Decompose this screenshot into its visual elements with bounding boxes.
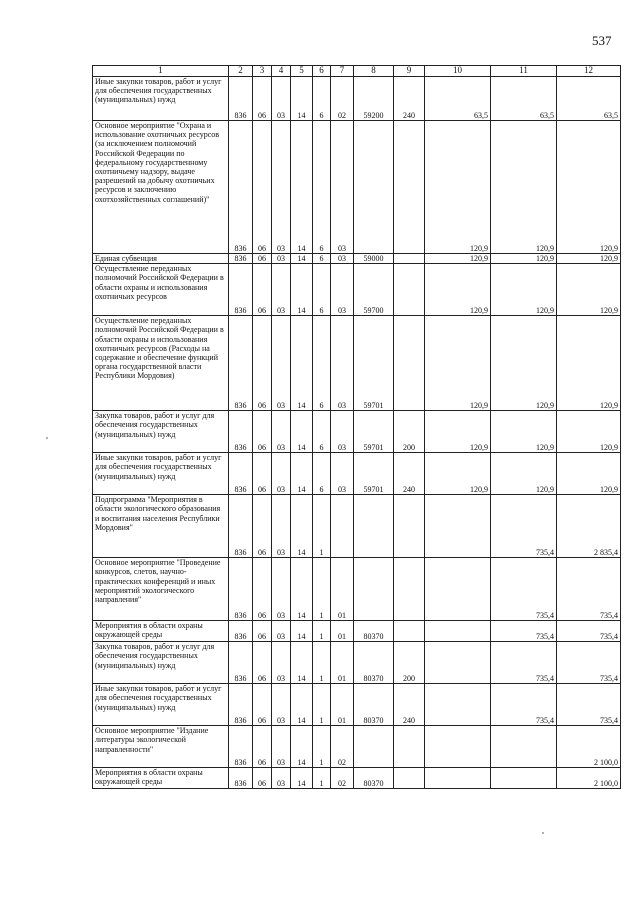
table-cell: 06 [253, 726, 272, 768]
table-cell: 01 [331, 621, 354, 642]
column-header: 5 [291, 66, 313, 77]
table-cell [491, 726, 557, 768]
row-name-cell: Мероприятия в области охраны окружающей среды [93, 768, 229, 789]
table-cell: 6 [313, 264, 331, 316]
table-cell: 120,9 [425, 453, 491, 495]
table-cell: 59701 [354, 316, 394, 411]
table-cell: 735,4 [491, 684, 557, 726]
table-cell: 14 [291, 77, 313, 121]
table-cell: 06 [253, 642, 272, 684]
table-cell: 14 [291, 768, 313, 789]
table-cell: 03 [272, 254, 291, 264]
table-cell [425, 726, 491, 768]
page-number: 537 [592, 33, 612, 48]
table-cell: 14 [291, 453, 313, 495]
table-cell: 03 [272, 726, 291, 768]
column-header: 10 [425, 66, 491, 77]
table-cell: 836 [229, 495, 253, 558]
table-cell: 2 100,0 [557, 726, 621, 768]
table-cell: 836 [229, 121, 253, 254]
table-cell: 6 [313, 453, 331, 495]
column-header: 7 [331, 66, 354, 77]
table-cell: 03 [272, 121, 291, 254]
table-body [93, 77, 621, 789]
table-cell: 120,9 [425, 316, 491, 411]
row-name-cell: Единая субвенция [93, 254, 229, 264]
scan-speck [46, 437, 48, 439]
table-cell [394, 316, 425, 411]
table-cell [425, 768, 491, 789]
table-cell: 6 [313, 316, 331, 411]
row-name-cell: Закупка товаров, работ и услуг для обеспечения государственных (муниципальных) нужд [93, 411, 229, 453]
table-cell: 735,4 [491, 642, 557, 684]
table-cell: 120,9 [491, 411, 557, 453]
table-cell: 836 [229, 254, 253, 264]
table-cell: 120,9 [425, 254, 491, 264]
table-cell: 836 [229, 558, 253, 621]
column-header: 3 [253, 66, 272, 77]
table-cell: 836 [229, 642, 253, 684]
table-cell: 06 [253, 768, 272, 789]
table-cell: 59700 [354, 264, 394, 316]
table-cell: 1 [313, 621, 331, 642]
table-cell [354, 726, 394, 768]
row-name-cell: Иные закупки товаров, работ и услуг для обеспечения государственных (муниципальных) нужд [93, 453, 229, 495]
table-cell: 1 [313, 558, 331, 621]
table-cell: 735,4 [491, 621, 557, 642]
table-cell [394, 621, 425, 642]
table-cell: 06 [253, 411, 272, 453]
table-cell: 120,9 [425, 121, 491, 254]
table-cell: 836 [229, 453, 253, 495]
row-name-cell: Иные закупки товаров, работ и услуг для обеспечения государственных (муниципальных) нужд [93, 77, 229, 121]
table-cell: 14 [291, 495, 313, 558]
table-cell: 14 [291, 621, 313, 642]
table-cell: 14 [291, 316, 313, 411]
table-cell: 03 [272, 684, 291, 726]
table-cell: 200 [394, 642, 425, 684]
table-cell: 1 [313, 684, 331, 726]
table-row [93, 453, 621, 495]
table-cell: 06 [253, 621, 272, 642]
table-cell: 03 [331, 411, 354, 453]
row-name-cell: Осуществление переданных полномочий Российской Федерации в области охраны и использования охотничьих ресурсов (Расходы на содержание и обеспечение функций органа государственной власти Республики Мордовия) [93, 316, 229, 411]
column-header: 1 [93, 66, 229, 77]
table-cell [394, 254, 425, 264]
table-cell: 06 [253, 77, 272, 121]
table-cell: 120,9 [557, 264, 621, 316]
table-cell: 03 [272, 768, 291, 789]
table-cell: 735,4 [491, 495, 557, 558]
column-header: 8 [354, 66, 394, 77]
table-cell: 03 [272, 642, 291, 684]
table-row [93, 77, 621, 121]
row-name-cell: Основное мероприятие "Издание литературы экологической направленности" [93, 726, 229, 768]
table-cell: 836 [229, 316, 253, 411]
column-header: 2 [229, 66, 253, 77]
table-cell [394, 558, 425, 621]
table-cell: 2 835,4 [557, 495, 621, 558]
table-cell: 03 [272, 77, 291, 121]
table-cell: 59701 [354, 453, 394, 495]
table-cell: 03 [331, 453, 354, 495]
table-cell: 02 [331, 726, 354, 768]
table-cell: 120,9 [557, 121, 621, 254]
table-cell [394, 768, 425, 789]
table-cell: 06 [253, 495, 272, 558]
table-cell: 03 [272, 621, 291, 642]
table-cell [354, 121, 394, 254]
table-cell: 836 [229, 264, 253, 316]
table-cell: 03 [331, 264, 354, 316]
table-cell: 63,5 [425, 77, 491, 121]
table-cell [425, 558, 491, 621]
table-cell [425, 495, 491, 558]
table-cell: 14 [291, 254, 313, 264]
table-row [93, 642, 621, 684]
table-cell: 1 [313, 726, 331, 768]
table-cell [491, 768, 557, 789]
table-cell: 14 [291, 121, 313, 254]
table-cell: 02 [331, 768, 354, 789]
table-row [93, 411, 621, 453]
table-cell: 2 100,0 [557, 768, 621, 789]
table-cell: 14 [291, 558, 313, 621]
table-cell: 200 [394, 411, 425, 453]
table-cell: 120,9 [557, 316, 621, 411]
table-cell: 6 [313, 121, 331, 254]
table-cell: 59701 [354, 411, 394, 453]
table-row [93, 726, 621, 768]
column-header: 9 [394, 66, 425, 77]
table-cell: 80370 [354, 768, 394, 789]
table-cell: 120,9 [425, 411, 491, 453]
table-cell: 6 [313, 77, 331, 121]
table-cell: 836 [229, 768, 253, 789]
table-cell [354, 495, 394, 558]
table-cell: 80370 [354, 621, 394, 642]
table-cell: 14 [291, 726, 313, 768]
table-cell: 01 [331, 558, 354, 621]
table-cell: 1 [313, 768, 331, 789]
table-cell: 1 [313, 642, 331, 684]
table-cell: 01 [331, 642, 354, 684]
table-cell: 6 [313, 254, 331, 264]
row-name-cell: Подпрограмма "Мероприятия в области экологического образования и воспитания населения Республики Мордовия" [93, 495, 229, 558]
table-cell: 14 [291, 684, 313, 726]
row-name-cell: Мероприятия в области охраны окружающей среды [93, 621, 229, 642]
column-header: 12 [557, 66, 621, 77]
table-cell: 06 [253, 264, 272, 316]
table-cell: 80370 [354, 642, 394, 684]
table-cell: 240 [394, 684, 425, 726]
table-cell: 06 [253, 121, 272, 254]
row-name-cell: Осуществление переданных полномочий Российской Федерации в области охраны и использования охотничьих ресурсов [93, 264, 229, 316]
table-cell: 735,4 [557, 684, 621, 726]
table-cell: 1 [313, 495, 331, 558]
table-cell: 03 [331, 121, 354, 254]
table-cell: 836 [229, 411, 253, 453]
table-row [93, 254, 621, 264]
table-cell: 836 [229, 77, 253, 121]
table-cell: 03 [272, 453, 291, 495]
table-cell: 120,9 [491, 121, 557, 254]
table-cell: 240 [394, 77, 425, 121]
table-cell: 03 [272, 316, 291, 411]
column-header: 11 [491, 66, 557, 77]
table-cell: 120,9 [491, 316, 557, 411]
table-row [93, 621, 621, 642]
table-cell: 03 [272, 558, 291, 621]
table-cell: 120,9 [491, 264, 557, 316]
table-row [93, 558, 621, 621]
budget-table [92, 65, 621, 789]
table-cell: 63,5 [491, 77, 557, 121]
table-row [93, 264, 621, 316]
table-cell: 06 [253, 316, 272, 411]
table-cell: 06 [253, 453, 272, 495]
table-cell [394, 495, 425, 558]
table-cell: 01 [331, 684, 354, 726]
table-cell: 120,9 [557, 254, 621, 264]
table-cell: 03 [272, 411, 291, 453]
table-cell: 735,4 [557, 558, 621, 621]
row-name-cell: Основное мероприятие "Охрана и использование охотничьих ресурсов (за исключением полномочий Российской Федерации по федеральному государственному охотничьему надзору, выдаче разрешений на добычу охотничьих ресурсов и заключению охотхозяйственных соглашений)" [93, 121, 229, 254]
table-cell [331, 495, 354, 558]
table-cell [425, 621, 491, 642]
table-row [93, 316, 621, 411]
table-cell [425, 642, 491, 684]
scan-speck [542, 832, 544, 834]
table-cell: 80370 [354, 684, 394, 726]
table-row [93, 684, 621, 726]
table-cell: 03 [272, 495, 291, 558]
header-row [93, 66, 621, 77]
row-name-cell: Основное мероприятие "Проведение конкурсов, слетов, научно-практических конференций и иных мероприятий экологического направления" [93, 558, 229, 621]
table-cell: 06 [253, 558, 272, 621]
column-header: 4 [272, 66, 291, 77]
column-header: 6 [313, 66, 331, 77]
table-cell: 14 [291, 411, 313, 453]
table-cell: 03 [272, 264, 291, 316]
table-cell: 735,4 [557, 642, 621, 684]
table-cell: 03 [331, 254, 354, 264]
table-row [93, 121, 621, 254]
table-cell: 735,4 [491, 558, 557, 621]
table-cell: 120,9 [425, 264, 491, 316]
table-cell: 240 [394, 453, 425, 495]
table-cell: 06 [253, 254, 272, 264]
table-cell: 02 [331, 77, 354, 121]
table-cell: 14 [291, 264, 313, 316]
table-cell: 836 [229, 684, 253, 726]
table-cell: 59200 [354, 77, 394, 121]
table-cell [394, 264, 425, 316]
table-row [93, 768, 621, 789]
table-cell [394, 726, 425, 768]
table-cell: 120,9 [557, 411, 621, 453]
row-name-cell: Закупка товаров, работ и услуг для обеспечения государственных (муниципальных) нужд [93, 642, 229, 684]
table-cell [425, 684, 491, 726]
table-cell: 836 [229, 726, 253, 768]
table-cell: 14 [291, 642, 313, 684]
table-cell: 836 [229, 621, 253, 642]
table-cell: 59000 [354, 254, 394, 264]
table-cell: 06 [253, 684, 272, 726]
table-row [93, 495, 621, 558]
table-cell: 735,4 [557, 621, 621, 642]
table-cell [394, 121, 425, 254]
table-cell: 120,9 [491, 453, 557, 495]
table-cell [354, 558, 394, 621]
row-name-cell: Иные закупки товаров, работ и услуг для обеспечения государственных (муниципальных) нужд [93, 684, 229, 726]
table-cell: 6 [313, 411, 331, 453]
table-cell: 120,9 [557, 453, 621, 495]
table-cell: 03 [331, 316, 354, 411]
table-cell: 63,5 [557, 77, 621, 121]
table-cell: 120,9 [491, 254, 557, 264]
